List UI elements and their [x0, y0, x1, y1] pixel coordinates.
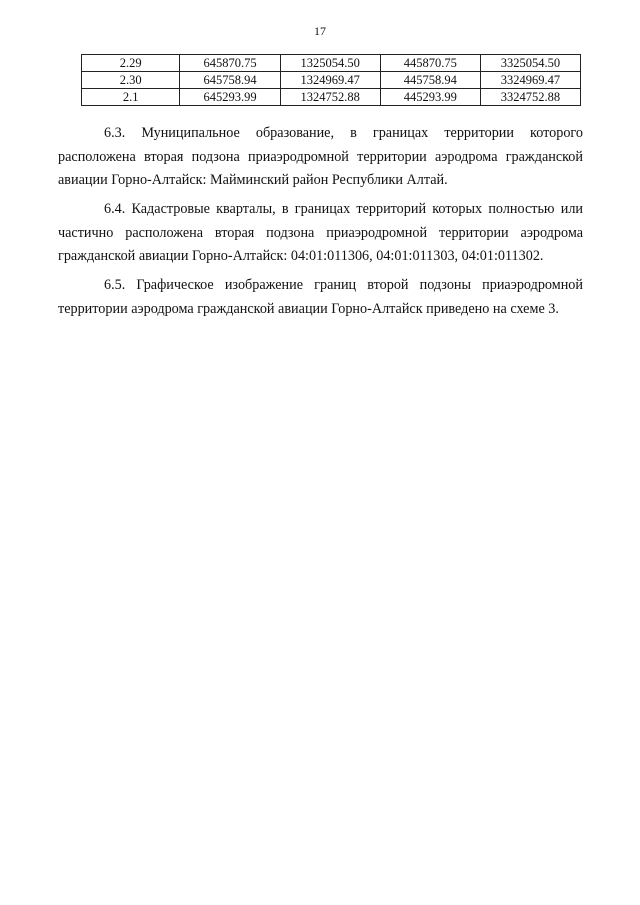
table-cell: 3325054.50 [480, 55, 580, 72]
table-cell: 3324752.88 [480, 89, 580, 106]
paragraph-6-3: 6.3. Муниципальное образование, в границах территории которого расположена вторая подзона приаэродромной территории аэродрома гражданской авиации Горно-Алтайск: Майминский район Республики Алтай. [58, 125, 583, 188]
table-cell: 1325054.50 [280, 55, 380, 72]
table-cell: 445870.75 [380, 55, 480, 72]
table-cell: 3324969.47 [480, 72, 580, 89]
coordinates-table [81, 54, 581, 106]
table-cell: 2.1 [82, 89, 180, 106]
table-cell: 2.30 [82, 72, 180, 89]
table-cell: 445758.94 [380, 72, 480, 89]
table-row [82, 55, 581, 72]
table-cell: 445293.99 [380, 89, 480, 106]
table-cell: 1324969.47 [280, 72, 380, 89]
table-cell: 645293.99 [180, 89, 280, 106]
paragraph-6-4: 6.4. Кадастровые кварталы, в границах территорий которых полностью или частично расположена вторая подзона приаэродромной территории аэродрома гражданской авиации Горно-Алтайск: 04:01:011306, 04:01:011303, 04:01:011302. [58, 201, 583, 264]
table-cell: 645758.94 [180, 72, 280, 89]
table-row [82, 72, 581, 89]
table-cell: 645870.75 [180, 55, 280, 72]
table-cell: 2.29 [82, 55, 180, 72]
document-body [58, 122, 583, 327]
table-cell: 1324752.88 [280, 89, 380, 106]
paragraph-6-5: 6.5. Графическое изображение границ второй подзоны приаэродромной территории аэродрома гражданской авиации Горно-Алтайск приведено на схеме 3. [58, 277, 583, 317]
page-number: 17 [314, 24, 326, 38]
table-row [82, 89, 581, 106]
